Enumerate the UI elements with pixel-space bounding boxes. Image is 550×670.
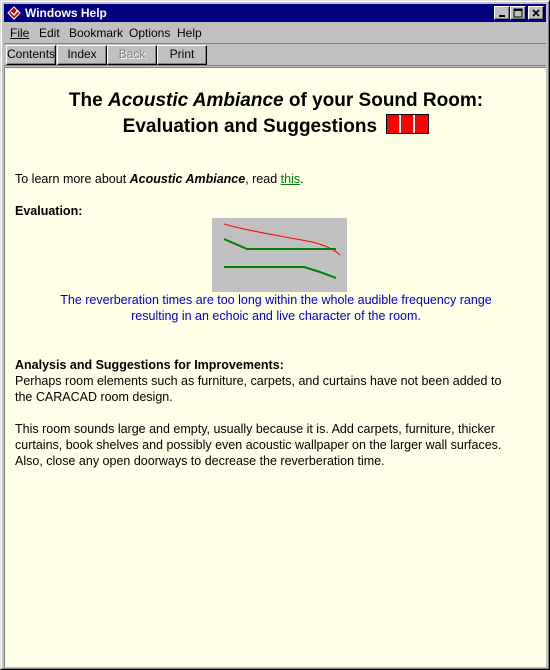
intro-before: To learn more about [15, 172, 130, 186]
contents-button[interactable]: Contents [6, 45, 56, 65]
close-button[interactable] [528, 6, 544, 20]
intro-emphasis: Acoustic Ambiance [129, 172, 246, 186]
maximize-icon [513, 8, 523, 18]
minimize-icon [497, 8, 507, 18]
page-title [5, 88, 547, 140]
menu-file[interactable] [10, 26, 29, 40]
menu-file-label: File [10, 26, 30, 40]
caption-line1: The reverberation times are too long within the whole audible frequency range [60, 293, 492, 307]
menu-edit-label: Edit [39, 26, 60, 40]
caption-line2: resulting in an echoic and live character of the room. [131, 309, 421, 323]
index-button[interactable]: Index [57, 45, 107, 65]
intro-after: . [300, 172, 304, 186]
help-content[interactable] [4, 67, 546, 667]
learn-more-link[interactable]: this [280, 172, 301, 186]
title-line2: Evaluation and Suggestions [122, 116, 378, 137]
rating-bar-icon [386, 114, 429, 134]
title-italic: Acoustic Ambiance [107, 90, 284, 111]
p2-line1: This room sounds large and empty, usually because it is. Add carpets, furniture, thicker [15, 422, 495, 436]
menu-help[interactable] [177, 26, 202, 40]
p1-line2: the CARACAD room design. [15, 390, 173, 404]
print-button[interactable]: Print [157, 45, 207, 65]
menu-help-label: Help [177, 26, 202, 40]
intro-middle: , read [245, 172, 281, 186]
window-title: Windows Help [25, 6, 107, 20]
menu-edit[interactable] [39, 26, 60, 40]
close-icon [531, 8, 541, 18]
evaluation-label: Evaluation: [15, 204, 83, 218]
menu-bookmark[interactable] [69, 26, 123, 40]
intro-text [15, 171, 304, 187]
reverberation-graph-icon [212, 218, 347, 292]
back-button[interactable]: Back [107, 45, 157, 65]
analysis-paragraph-2 [15, 421, 501, 469]
evaluation-caption [5, 292, 547, 324]
analysis-paragraph-1 [15, 373, 501, 405]
help-book-icon[interactable] [7, 6, 21, 20]
analysis-heading: Analysis and Suggestions for Improvements: [15, 358, 284, 372]
p1-line1: Perhaps room elements such as furniture, carpets, and curtains have not been added to [15, 374, 502, 388]
menu-bookmark-label: Bookmark [69, 26, 124, 40]
maximize-button[interactable] [510, 6, 526, 20]
p2-line2: curtains, book shelves and possibly even acoustic wallpaper on the larger wall surfaces. [15, 438, 502, 452]
minimize-button[interactable] [494, 6, 510, 20]
title-suffix: of your Sound Room: [283, 90, 484, 111]
menu-options[interactable] [129, 26, 170, 40]
title-bar[interactable] [4, 4, 546, 22]
button-bar [4, 43, 546, 66]
title-prefix: The [68, 90, 108, 111]
menu-options-label: Options [129, 26, 171, 40]
p2-line3: Also, close any open doorways to decrease the reverberation time. [15, 454, 385, 468]
menu-bar [4, 23, 546, 42]
